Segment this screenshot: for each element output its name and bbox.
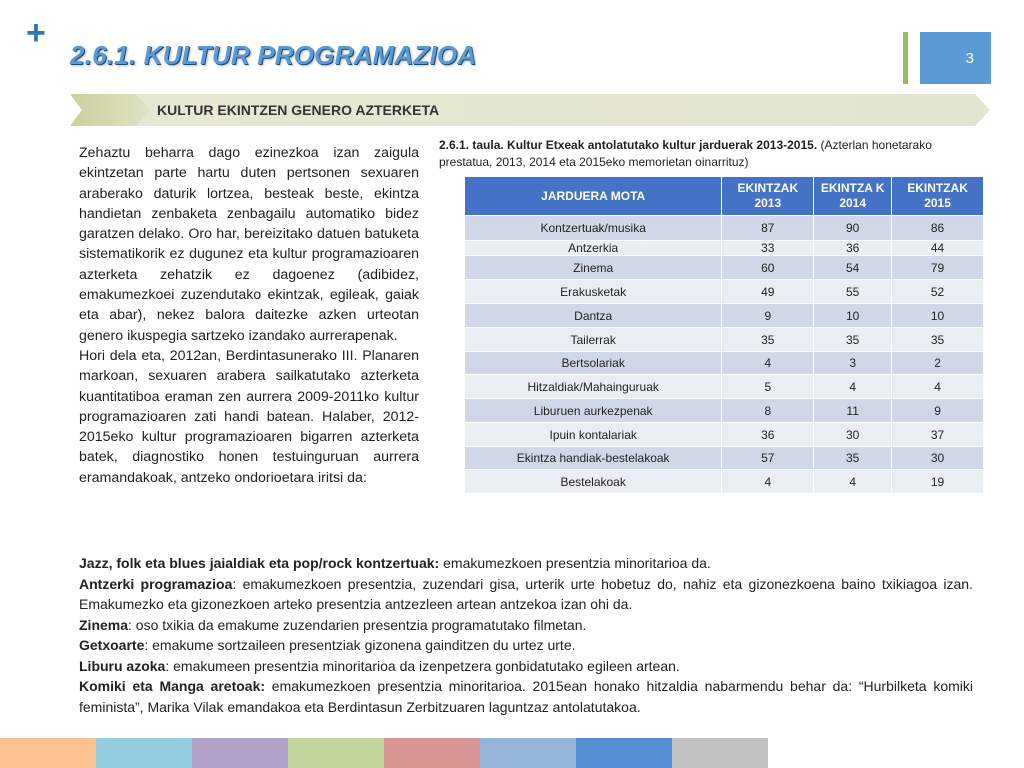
section-banner (70, 94, 990, 126)
cell-2013: 49 (722, 280, 814, 304)
finding-item (79, 676, 973, 717)
finding-item (79, 553, 973, 574)
finding-text: : oso txikia da emakume zuzendarien presentzia programatutako filmetan. (128, 616, 587, 633)
cell-2015: 30 (892, 447, 984, 470)
plus-icon: + (26, 14, 46, 52)
finding-term: Jazz, folk eta blues jaialdiak eta pop/rock kontzertuak: (79, 555, 440, 571)
finding-term: Zinema (79, 616, 129, 633)
finding-item (79, 656, 973, 677)
cell-2013: 35 (722, 328, 814, 352)
finding-text: : emakume sortzaileen presentziak gizonena gainditzen du urtez urte. (144, 637, 576, 653)
cell-activity: Ekintza handiak-bestelakoak (465, 447, 722, 470)
header-activity-type: JARDUERA MOTA (465, 177, 722, 216)
cell-2014: 4 (814, 470, 892, 494)
finding-text: emakumezkoen presentzia minoritarioa da. (439, 555, 711, 571)
cell-2014: 4 (814, 375, 892, 399)
table-row (465, 216, 984, 241)
cell-2013: 9 (722, 304, 814, 328)
cell-2013: 33 (722, 241, 814, 256)
finding-text: : emakumeen presentzia minoritarioa da izenpetzera gonbidatutako egileen artean. (165, 657, 680, 674)
findings-list (79, 553, 973, 717)
title-divider (903, 32, 908, 84)
footer-block (288, 738, 384, 768)
footer-block (0, 738, 96, 768)
cell-activity: Dantza (465, 304, 722, 328)
table-caption-rest: (Azterlan honetarako prestatua, 2013, 2014 eta 2015eko memorietan oinarrituz) (439, 138, 932, 169)
cell-2014: 54 (814, 256, 892, 280)
table-row (465, 470, 984, 494)
table-row (465, 352, 984, 375)
table-caption-bold: 2.6.1. taula. Kultur Etxeak antolatutako kultur jarduerak 2013-2015. (439, 138, 818, 152)
cell-2014: 10 (814, 304, 892, 328)
header-2013: EKINTZAK 2013 (722, 177, 814, 216)
footer-block (672, 738, 768, 768)
cell-2013: 60 (722, 256, 814, 280)
page-title: 2.6.1. KULTUR PROGRAMAZIOA (70, 40, 477, 70)
finding-term: Antzerki programazioa (79, 575, 233, 592)
table-row (465, 280, 984, 304)
cell-2014: 3 (814, 352, 892, 375)
cell-activity: Ipuin kontalariak (465, 423, 722, 447)
cell-2013: 4 (722, 352, 814, 375)
cell-2015: 35 (892, 328, 984, 352)
page-number (920, 32, 991, 84)
cell-2015: 79 (892, 256, 984, 280)
cell-activity: Liburuen aurkezpenak (465, 399, 722, 423)
cell-2013: 5 (722, 375, 814, 399)
finding-item (79, 615, 973, 636)
finding-text: emakumezkoen presentzia minoritarioa. 2015ean honako hitzaldia nabarmendu behar da: “Hurbilketa komiki feminista”, Marika Vilak emandakoa eta Berdintasun Zerbitzuaren laguntzaz antolatutakoa. (79, 678, 973, 715)
footer-block (192, 738, 288, 768)
footer-block (576, 738, 672, 768)
cell-activity: Bestelakoak (465, 470, 722, 494)
page-number-label: 3 (965, 49, 974, 67)
table-row (465, 375, 984, 399)
banner-label: KULTUR EKINTZEN GENERO AZTERKETA (157, 102, 440, 118)
cell-2015: 19 (892, 470, 984, 494)
finding-text: : emakumezkoen presentzia, zuzendari gisa, urterik urte hobetuz do, nahiz eta gizonezkoena baino txikiagoa izan. Emakumezko eta gizonezkoen arteko presentzia antzezleen artean antzekoa izan ohi da. (79, 575, 973, 612)
cell-activity: Zinema (465, 256, 722, 280)
finding-term: Getxoarte (79, 637, 145, 653)
intro-paragraph-2: Hori dela eta, 2012an, Berdintasunerako III. Planaren markoan, sexuaren arabera sailkatutako azterketa kuantitatiboa eraman zen aurrera 2009-2011ko kultur programazioaren zati handi batean. Halaber, 2012-2015eko kultur programazioaren bigarren azterketa batek, diagnostiko honen testuinguruan aurrera eramandakoak, antzeko ondorioetara iritsi da: (79, 347, 419, 486)
cell-2015: 10 (892, 304, 984, 328)
cell-activity: Tailerrak (465, 328, 722, 352)
cell-2014: 11 (814, 399, 892, 423)
footer-block (96, 738, 192, 768)
intro-paragraph-1: Zehaztu beharra dago ezinezkoa izan zaigula ekintzetan parte hartu duten pertsonen sexuaren araberako daturik lortzea, besteak beste, ekintza handietan zenbaketa zenbagailu automatiko bidez garatzen delako. Oro har, bereizitako datuen batuketa sistematikorik ez dugunez eta kultur programazioaren azterketa zehatzik ez dagoenez (adibidez, emakumezkoei zuzendutako ekintzak, egileak, gaiak eta abar), nekez balora daitezke azken urteotan genero ikuspegia sartzeko izandako aurrerapenak. (79, 145, 419, 344)
cell-activity: Kontzertuak/musika (465, 216, 722, 241)
footer-color-strip (0, 738, 768, 768)
finding-term: Liburu azoka (79, 657, 166, 674)
cell-activity: Hitzaldiak/Mahainguruak (465, 375, 722, 399)
table-row (465, 399, 984, 423)
cell-2013: 8 (722, 399, 814, 423)
cell-2015: 4 (892, 375, 984, 399)
cell-2015: 2 (892, 352, 984, 375)
cell-2014: 30 (814, 423, 892, 447)
cell-2015: 44 (892, 241, 984, 256)
footer-block (480, 738, 576, 768)
cell-2013: 87 (722, 216, 814, 241)
finding-item (79, 574, 973, 615)
cell-activity: Erakusketak (465, 280, 722, 304)
table-row (465, 256, 984, 280)
cell-2013: 4 (722, 470, 814, 494)
table-row (465, 241, 984, 256)
cell-2014: 36 (814, 241, 892, 256)
cell-2013: 57 (722, 447, 814, 470)
cell-activity: Bertsolariak (465, 352, 722, 375)
activities-table (464, 176, 984, 494)
intro-text (79, 143, 419, 488)
cell-2014: 35 (814, 328, 892, 352)
table-header-row (465, 177, 984, 216)
table-row (465, 328, 984, 352)
cell-2014: 55 (814, 280, 892, 304)
footer-block (384, 738, 480, 768)
cell-2015: 9 (892, 399, 984, 423)
cell-2014: 90 (814, 216, 892, 241)
cell-activity: Antzerkia (465, 241, 722, 256)
table-row (465, 447, 984, 470)
cell-2015: 86 (892, 216, 984, 241)
cell-2015: 37 (892, 423, 984, 447)
header-2014: EKINTZA K 2014 (814, 177, 892, 216)
table-caption (439, 137, 984, 171)
header-2015: EKINTZAK 2015 (892, 177, 984, 216)
cell-2013: 36 (722, 423, 814, 447)
cell-2015: 52 (892, 280, 984, 304)
finding-term: Komiki eta Manga aretoak: (79, 678, 266, 694)
table-row (465, 304, 984, 328)
table-row (465, 423, 984, 447)
finding-item (79, 635, 973, 656)
cell-2014: 35 (814, 447, 892, 470)
